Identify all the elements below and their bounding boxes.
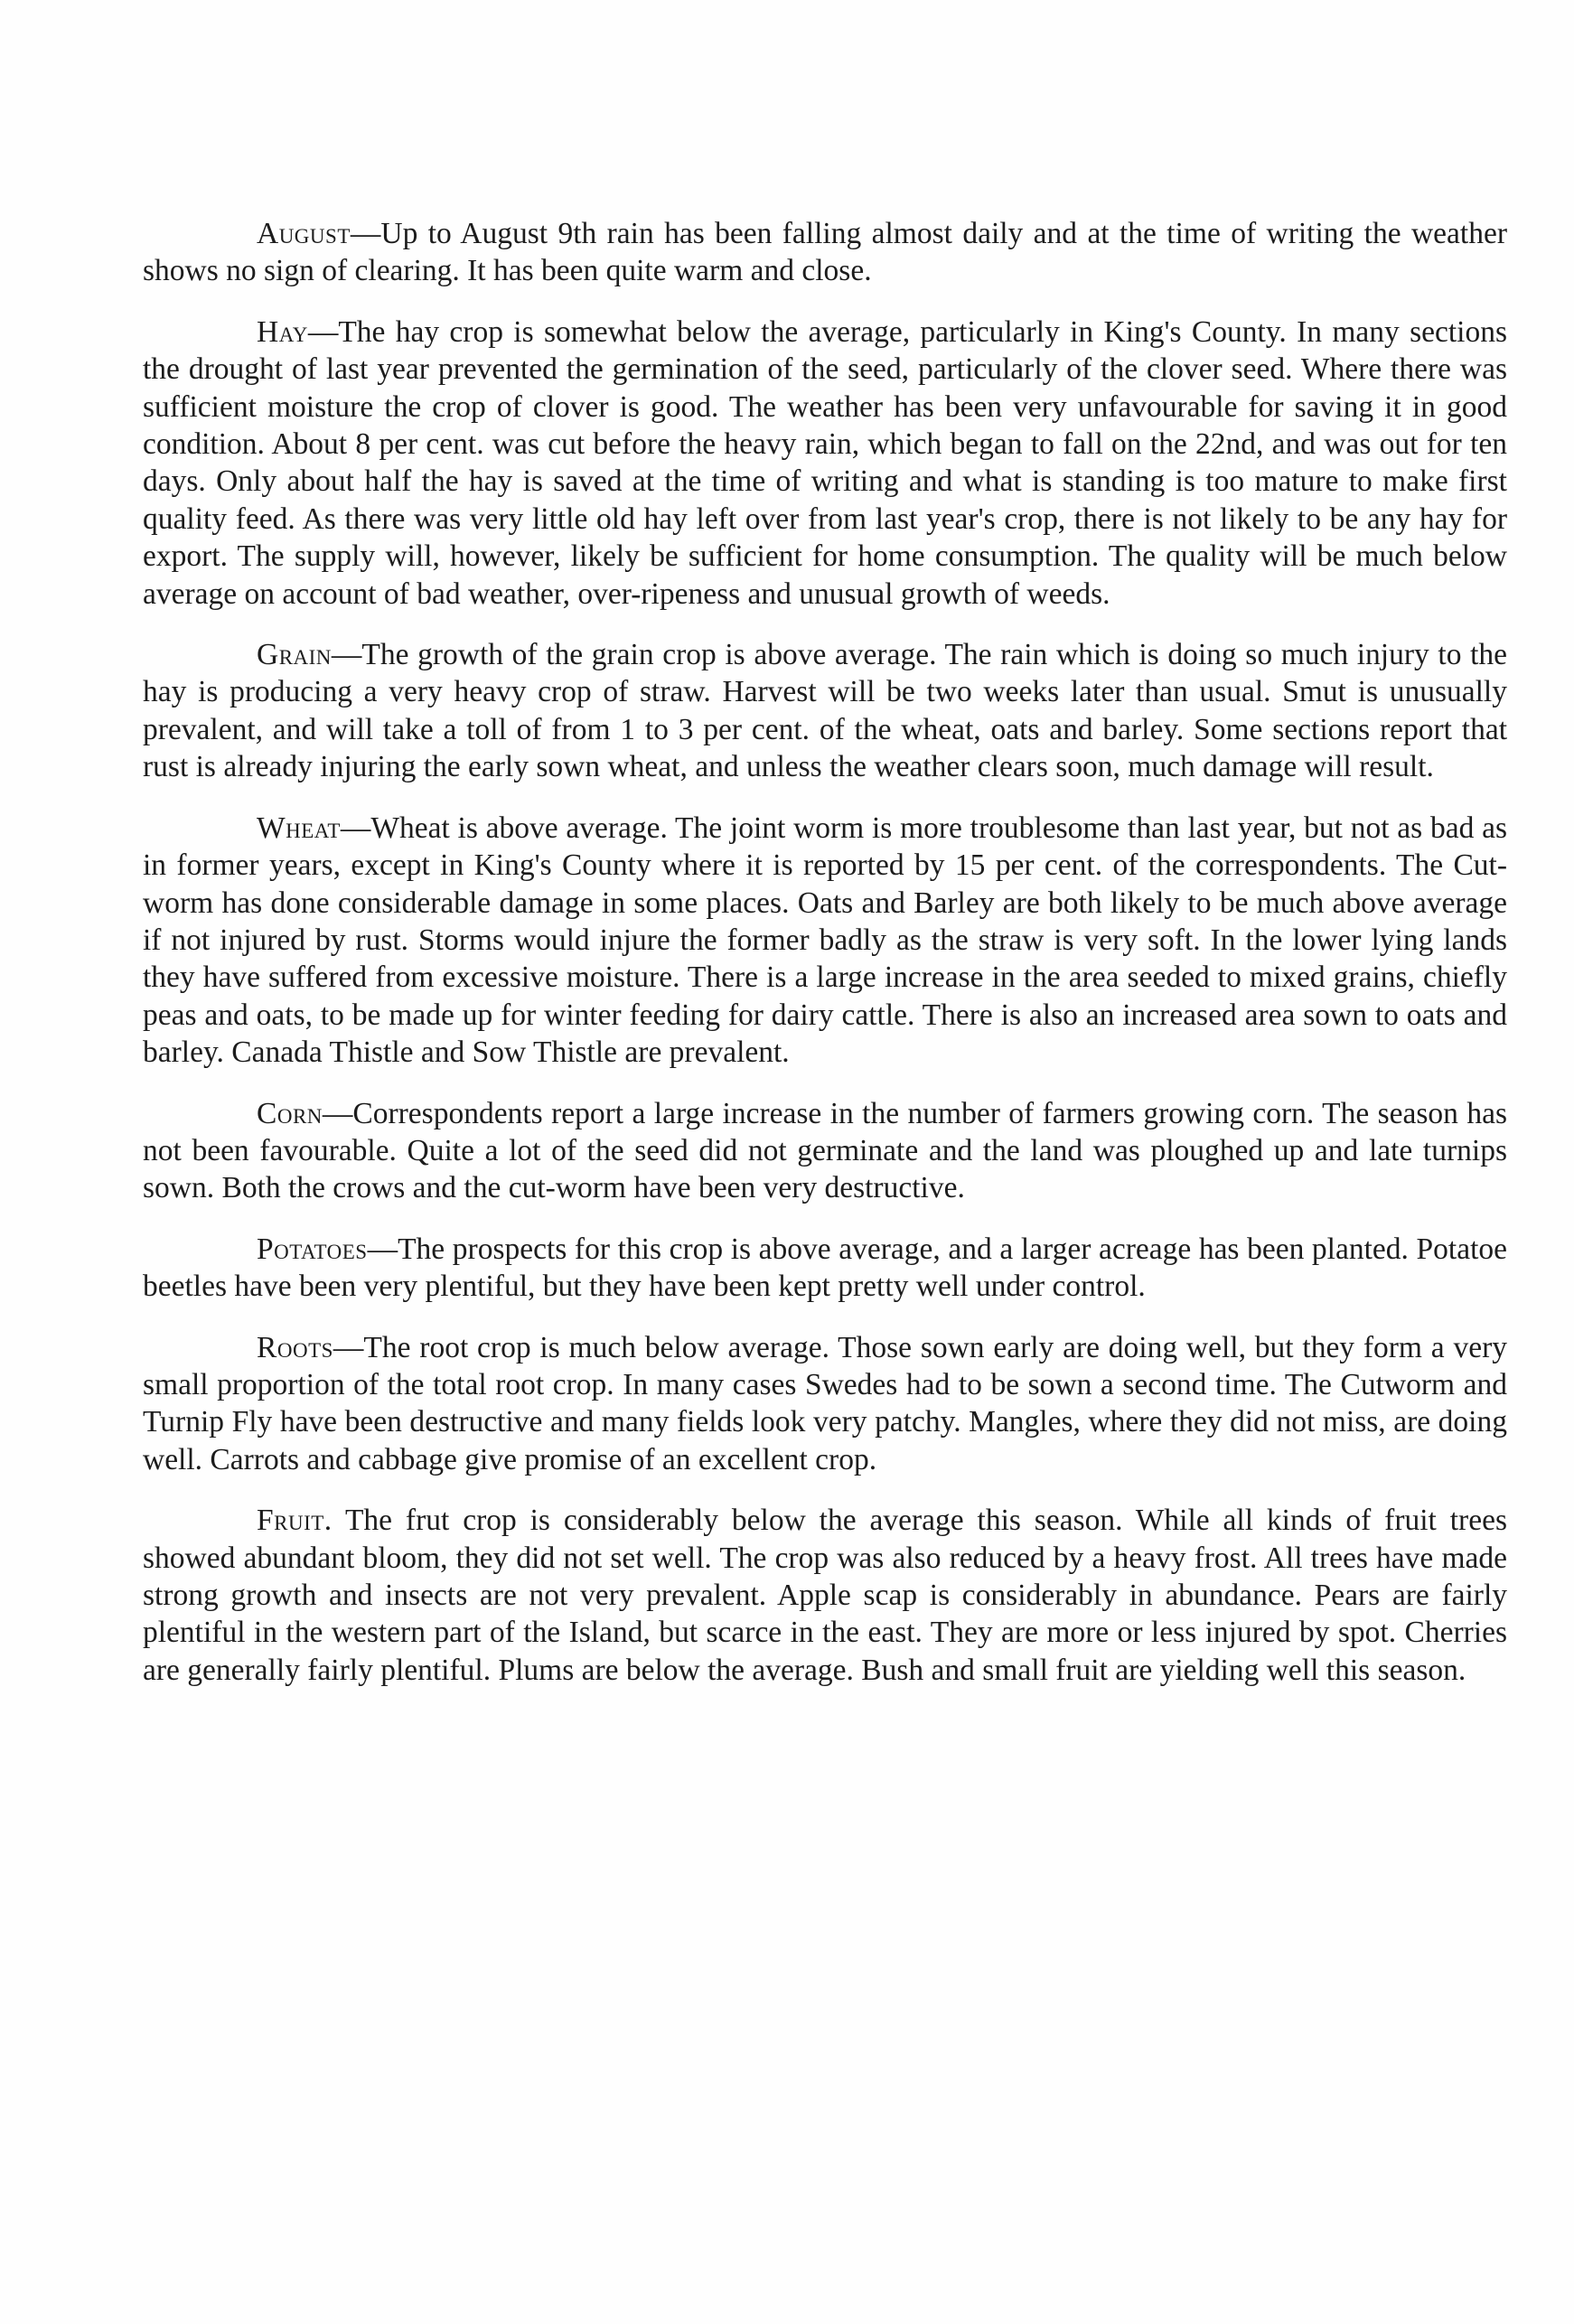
section-lead-wheat: Wheat [257,811,341,845]
paragraph-body-roots: —The root crop is much below average. Those sown early are doing well, but they form a very small proportion of the total root crop. In many cases Swedes had to be sown a second time. The Cutworm and Turnip Fly have been destructive and many fields look very patchy. Mangles, where they did not miss, are doing well. Carrots and cabbage give promise of an excellent crop. [143,1330,1507,1476]
section-lead-hay: Hay [257,314,308,349]
section-lead-grain: Grain [257,638,332,672]
paragraph-body-grain: —The growth of the grain crop is above average. The rain which is doing so much injury to the hay is producing a very heavy crop of straw. Harvest will be two weeks later than usual. Smut is unusually prevalent, and will take a toll of from 1 to 3 per cent. of the wheat, oats and barley. Some sections report that rust is already injuring the early sown wheat, and unless the weather clears soon, much damage will result. [143,638,1507,784]
paragraph-fruit [143,1502,1507,1689]
paragraph-roots [143,1329,1507,1479]
report-text [143,215,1507,1712]
section-lead-fruit: Fruit. [257,1504,333,1538]
paragraph-body-august: —Up to August 9th rain has been falling almost daily and at the time of writing the weather shows no sign of clearing. It has been quite warm and close. [143,217,1507,288]
section-lead-corn: Corn [257,1096,323,1130]
paragraph-grain [143,636,1507,786]
paragraph-body-wheat: —Wheat is above average. The joint worm is more troublesome than last year, but not as bad as in former years, except in King's County where it is reported by 15 per cent. of the correspondents. The Cut-worm has done considerable damage in some places. Oats and Barley are both likely to be much above average if not injured by rust. Storms would injure the former badly as the straw is very soft. In the lower lying lands they have suffered from excessive moisture. There is a large increase in the area seeded to mixed grains, chiefly peas and oats, to be made up for winter feeding for dairy cattle. There is also an increased area sown to oats and barley. Canada Thistle and Sow Thistle are prevalent. [143,811,1507,1070]
paragraph-body-potatoes: —The prospects for this crop is above average, and a larger acreage has been planted. Potatoe beetles have been very plentiful, but they have been kept pretty well under control. [143,1232,1507,1304]
paragraph-corn [143,1095,1507,1207]
section-lead-august: August [257,217,351,250]
paragraph-body-hay: —The hay crop is somewhat below the average, particularly in King's County. In many sections the drought of last year prevented the germination of the seed, particularly of the clover seed. Where there was sufficient moisture the crop of clover is good. The weather has been very unfavourable for saving it in good condition. About 8 per cent. was cut before the heavy rain, which began to fall on the 22nd, and was out for ten days. Only about half the hay is saved at the time of writing and what is standing is too mature to make first quality feed. As there was very little old hay left over from last year's crop, there is not likely to be any hay for export. The supply will, however, likely be sufficient for home consumption. The quality will be much below average on account of bad weather, over-ripeness and unusual growth of weeds. [143,314,1507,611]
paragraph-wheat [143,810,1507,1072]
paragraph-potatoes [143,1231,1507,1306]
paragraph-body-fruit: The frut crop is considerably below the average this season. While all kinds of fruit trees showed abundant bloom, they did not set well. The crop was also reduced by a heavy frost. All trees have made strong growth and insects are not very prevalent. Apple scap is considerably in abundance. Pears are fairly plentiful in the western part of the Island, but scarce in the east. They are more or less injured by spot. Cherries are generally fairly plentiful. Plums are below the average. Bush and small fruit are yielding well this season. [143,1504,1507,1687]
paragraph-hay [143,314,1507,613]
paragraph-august [143,215,1507,290]
paragraph-body-corn: —Correspondents report a large increase in the number of farmers growing corn. The season has not been favourable. Quite a lot of the seed did not germinate and the land was ploughed up and late turnips sown. Both the crows and the cut-worm have been very destructive. [143,1096,1507,1205]
section-lead-roots: Roots [257,1330,333,1364]
section-lead-potatoes: Potatoes [257,1232,368,1266]
